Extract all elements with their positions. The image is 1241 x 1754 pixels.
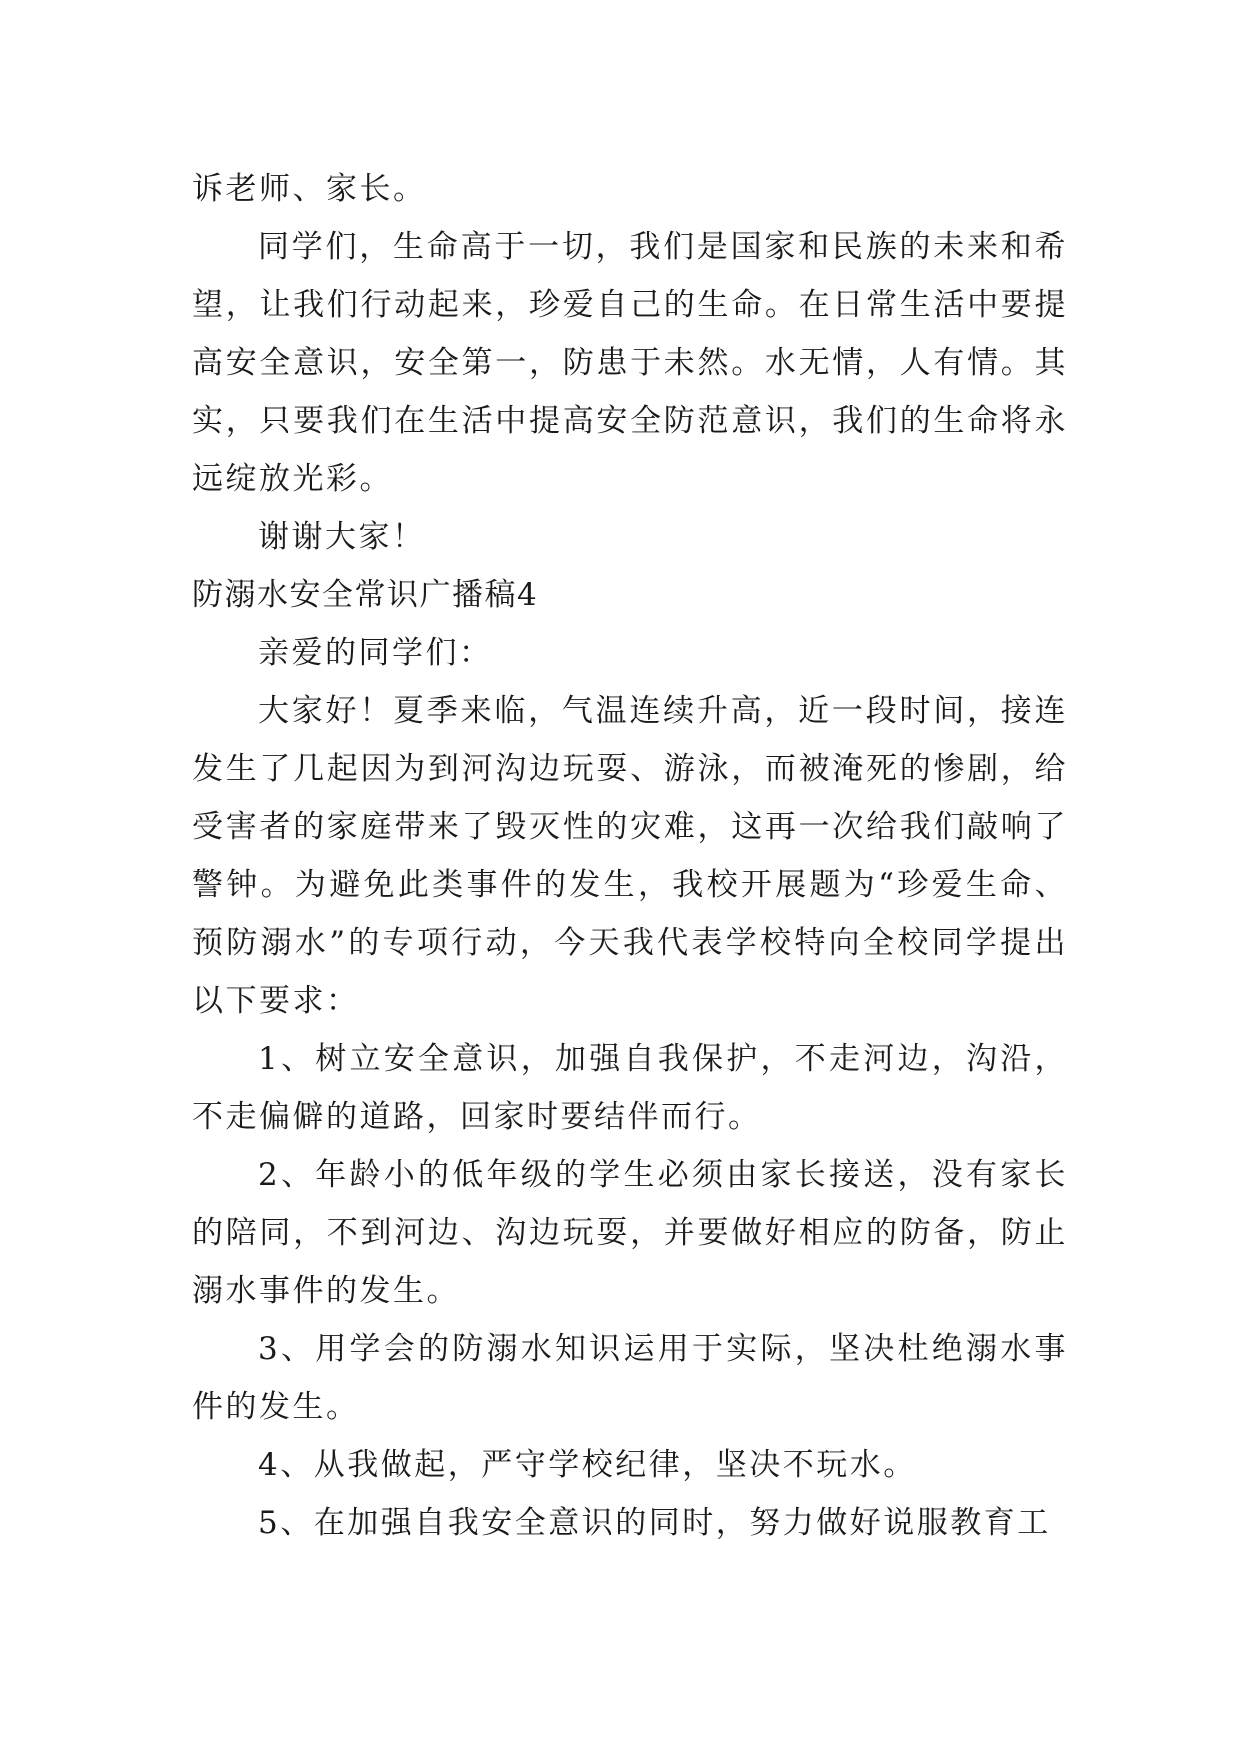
- paragraph-life-above-all: 同学们，生命高于一切，我们是国家和民族的未来和希望，让我们行动起来，珍爱自己的生命。在日常生活中要提高安全意识，安全第一，防患于未然。水无情，人有情。其实，只要我们在生活中提高安全防范意识，我们的生命将永远绽放光彩。: [192, 229, 1068, 497]
- paragraph-continuation: 诉老师、家长。: [192, 171, 427, 207]
- list-item-4: 4、从我做起，严守学校纪律，坚决不玩水。: [258, 1447, 917, 1483]
- list-item-1: 1、树立安全意识，加强自我保护，不走河边，沟沿，不走偏僻的道路，回家时要结伴而行。: [192, 1041, 1068, 1135]
- paragraph-intro: 大家好！夏季来临，气温连续升高，近一段时间，接连发生了几起因为到河沟边玩耍、游泳，而被淹死的惨剧，给受害者的家庭带来了毁灭性的灾难，这再一次给我们敲响了警钟。为避免此类事件的发生，我校开展题为“珍爱生命、预防溺水”的专项行动，今天我代表学校特向全校同学提出以下要求：: [192, 693, 1068, 1019]
- list-item-3: 3、用学会的防溺水知识运用于实际，坚决杜绝溺水事件的发生。: [192, 1331, 1068, 1425]
- document-body: [192, 160, 1068, 1552]
- list-item-5: 5、在加强自我安全意识的同时，努力做好说服教育工: [258, 1505, 1051, 1541]
- list-item-2: 2、年龄小的低年级的学生必须由家长接送，没有家长的陪同，不到河边、沟边玩耍，并要做好相应的防备，防止溺水事件的发生。: [192, 1157, 1068, 1309]
- paragraph-salutation: 亲爱的同学们：: [258, 635, 493, 671]
- paragraph-thanks: 谢谢大家！: [258, 519, 426, 555]
- section-heading: 防溺水安全常识广播稿4: [192, 577, 539, 613]
